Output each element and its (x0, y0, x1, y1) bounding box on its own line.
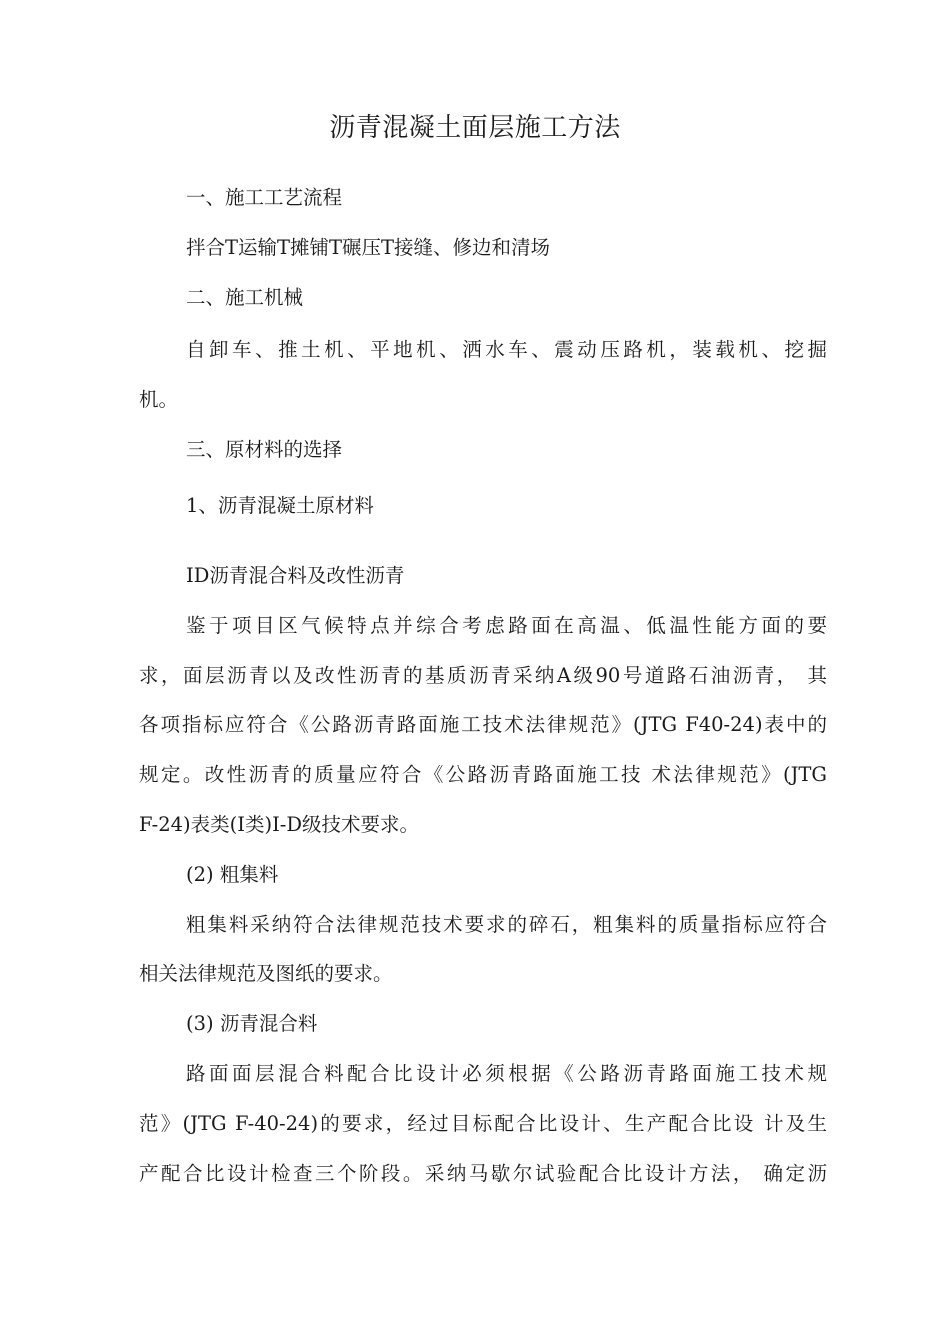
subheading-coarse-aggregate: (2) 粗集料 (186, 863, 279, 886)
machinery-line-2: 机。 (139, 388, 179, 411)
subheading-asphalt-mixture: ID沥青混合料及改性沥青 (186, 564, 405, 587)
heading-raw-materials: 三、原材料的选择 (186, 438, 343, 461)
coarse-aggregate-line-1: 粗集料采纳符合法律规范技术要求的碎石，粗集料的质量指标应符合 (186, 913, 827, 936)
mix-design-line-1: 路面面层混合料配合比设计必须根据《公路沥青路面施工技术规 (186, 1062, 827, 1085)
heading-process-flow: 一、施工工艺流程 (186, 186, 343, 209)
asphalt-paragraph-line-5: F-24)表类(I类)I-D级技术要求。 (139, 813, 420, 836)
asphalt-paragraph-line-1: 鉴于项目区气候特点并综合考虑路面在高温、低温性能方面的要 (186, 614, 827, 637)
asphalt-paragraph-line-3: 各项指标应符合《公路沥青路面施工技术法律规范》(JTG F40-24)表中的 (139, 713, 827, 736)
mix-design-line-2: 范》(JTG F-40-24)的要求，经过目标配合比设计、生产配合比设 计及生 (139, 1112, 827, 1135)
coarse-aggregate-line-2: 相关法律规范及图纸的要求。 (139, 962, 393, 985)
process-flow-text: 拌合T运输T摊铺T碾压T接缝、修边和清场 (186, 236, 551, 259)
heading-machinery: 二、施工机械 (186, 286, 304, 309)
subheading-asphalt-mixture-3: (3) 沥青混合料 (186, 1012, 318, 1035)
subheading-asphalt-concrete-materials: 1、沥青混凝土原材料 (186, 494, 374, 517)
asphalt-paragraph-line-4: 规定。改性沥青的质量应符合《公路沥青路面施工技 术法律规范》(JTG (139, 763, 827, 786)
machinery-line-1: 自卸车、推土机、平地机、洒水车、震动压路机，装载机、挖掘 (186, 338, 827, 361)
mix-design-line-3: 产配合比设计检查三个阶段。采纳马歇尔试验配合比设计方法， 确定沥 (139, 1162, 827, 1185)
asphalt-paragraph-line-2: 求，面层沥青以及改性沥青的基质沥青采纳A级90号道路石油沥青， 其 (139, 664, 827, 687)
document-title: 沥青混凝土面层施工方法 (329, 113, 621, 143)
